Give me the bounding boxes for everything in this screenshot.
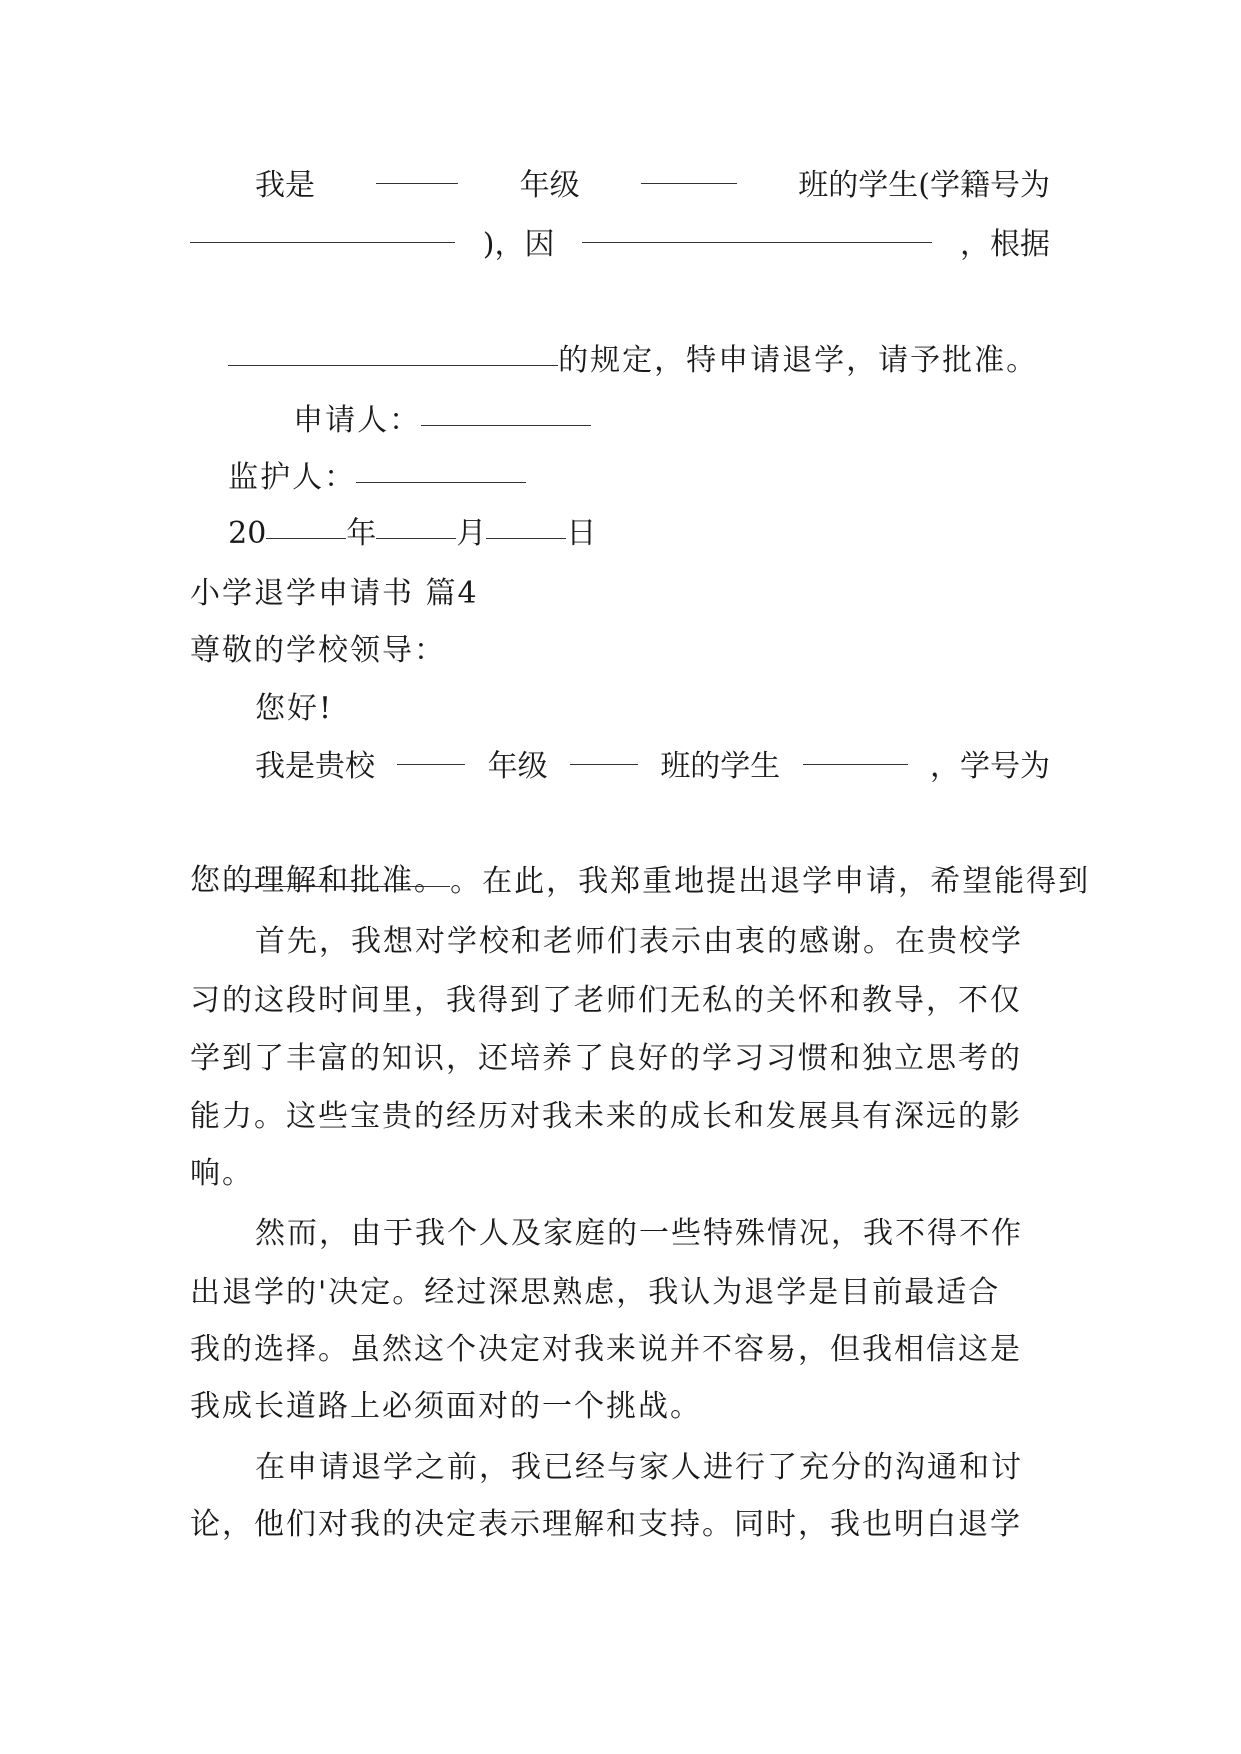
text-intro2-part2: ，根据: [959, 227, 1050, 262]
text-intro-part2: 年级: [519, 168, 580, 203]
blank-day[interactable]: [486, 508, 566, 539]
text-intro3: 的规定，特申请退学，请予批准。: [558, 343, 1039, 378]
salutation: 尊敬的学校领导：: [190, 633, 446, 668]
text-s4-intro-part2: 年级: [487, 749, 548, 784]
greeting: 您好!: [255, 691, 334, 726]
guardian-label: 监护人：: [228, 460, 357, 495]
para2-line: 我成长道路上必须面对的一个挑战。: [190, 1389, 702, 1424]
date-day-label: 日: [566, 516, 597, 551]
blank-month[interactable]: [376, 508, 456, 539]
date-line: [190, 447, 1050, 551]
para1-line: 响。: [190, 1156, 254, 1191]
para3-line: 论，他们对我的决定表示理解和支持。同时，我也明白退学: [190, 1507, 1022, 1542]
blank-class[interactable]: [641, 153, 737, 184]
form-line-2: [190, 216, 1050, 274]
para1-line: 习的这段时间里，我得到了老师们无私的关怀和教导，不仅: [190, 983, 1022, 1018]
text-intro-part3: 班的学生(学籍号为: [798, 168, 1050, 203]
text-intro-part1: 我是: [255, 168, 315, 203]
blank-s4-class[interactable]: [570, 734, 638, 765]
para3-line: 在申请退学之前，我已经与家人进行了充分的沟通和讨: [255, 1450, 1023, 1485]
para1-line: 学到了丰富的知识，还培养了良好的学习习惯和独立思考的: [190, 1041, 1022, 1076]
blank-student-id[interactable]: [190, 212, 455, 243]
para2-line: 然而，由于我个人及家庭的一些特殊情况，我不得不作: [255, 1216, 1023, 1251]
intro-line-1: [255, 738, 1050, 796]
blank-s4-grade[interactable]: [397, 734, 465, 765]
applicant-line: [255, 334, 1050, 438]
form-line-1: [255, 157, 1050, 215]
form-line-3: [190, 274, 1050, 378]
text-intro2-part1: )，因: [482, 227, 555, 262]
date-month-label: 月: [456, 516, 487, 551]
para1-line: 首先，我想对学校和老师们表示由衷的感谢。在贵校学: [255, 924, 1023, 959]
blank-reason[interactable]: [582, 212, 932, 243]
blank-s4-name[interactable]: [803, 734, 908, 765]
date-year-label: 年: [346, 516, 377, 551]
text-s4-intro-part4: ，学号为: [929, 749, 1050, 784]
applicant-label: 申请人：: [293, 403, 422, 438]
para2-line: 我的选择。虽然这个决定对我来说并不容易，但我相信这是: [190, 1332, 1022, 1367]
text-s4-intro-part3: 班的学生: [660, 749, 781, 784]
text-s4-intro-part1: 我是贵校: [255, 749, 375, 784]
guardian-line: [190, 391, 1050, 495]
blank-year[interactable]: [266, 508, 346, 539]
text-s4-intro2: 。在此，我郑重地提出退学申请，希望能得到: [450, 864, 1091, 899]
para2-line: 出退学的'决定。经过深思熟虑，我认为退学是目前最适合: [190, 1275, 1001, 1310]
intro-line-3: 您的理解和批准。: [190, 863, 446, 898]
blank-grade[interactable]: [376, 153, 458, 184]
para1-line: 能力。这些宝贵的经历对我未来的成长和发展具有深远的影: [190, 1099, 1022, 1134]
section-title: 小学退学申请书 篇4: [190, 576, 479, 611]
date-prefix: 20: [228, 516, 267, 551]
